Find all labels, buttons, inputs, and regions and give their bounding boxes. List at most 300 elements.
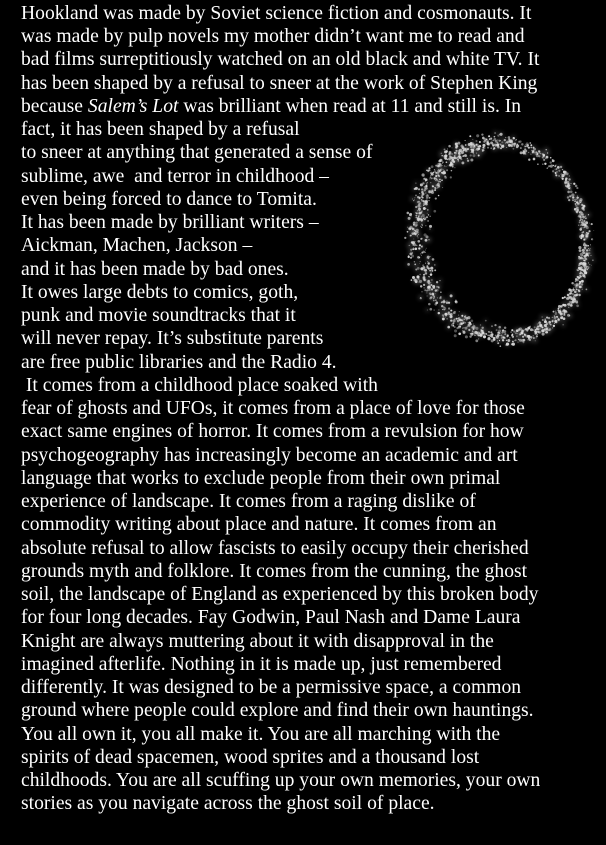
ring-particle bbox=[589, 223, 590, 224]
ring-particle bbox=[412, 199, 413, 200]
ring-particle bbox=[417, 235, 418, 236]
ring-particle bbox=[519, 327, 522, 330]
ring-particle bbox=[475, 140, 477, 142]
ring-particle bbox=[586, 289, 588, 291]
ring-particle bbox=[542, 157, 543, 158]
ring-particle bbox=[580, 224, 582, 226]
ring-particle bbox=[442, 309, 443, 310]
ring-particle bbox=[528, 326, 530, 328]
ring-particle bbox=[444, 176, 447, 179]
book-title: Salem’s Lot bbox=[87, 96, 179, 117]
ring-particle bbox=[583, 214, 584, 215]
ring-particle bbox=[593, 230, 594, 231]
ring-particle bbox=[415, 206, 417, 208]
ring-particle bbox=[434, 296, 435, 297]
ring-particle bbox=[532, 329, 534, 331]
ring-particle bbox=[582, 258, 584, 260]
ring-particle bbox=[438, 312, 440, 314]
text-line: fear of ghosts and UFOs, it comes from a place of love for those bbox=[21, 398, 525, 419]
ring-particle bbox=[563, 173, 565, 175]
ring-particle bbox=[465, 144, 467, 146]
ring-particle bbox=[588, 262, 589, 263]
ring-particle bbox=[497, 342, 499, 344]
ring-particle bbox=[424, 187, 426, 189]
ring-particle bbox=[557, 166, 560, 169]
ring-particle bbox=[427, 286, 430, 289]
ring-particle bbox=[462, 155, 464, 157]
ring-particle bbox=[585, 258, 587, 260]
ring-particle bbox=[578, 214, 581, 217]
ring-particle bbox=[435, 300, 436, 301]
ring-particle bbox=[419, 263, 420, 264]
ring-particle bbox=[416, 229, 419, 232]
ring-particle bbox=[513, 145, 515, 147]
text-line: It comes from a childhood place soaked with bbox=[21, 375, 378, 396]
ring-particle bbox=[501, 337, 504, 340]
ring-particle bbox=[442, 314, 444, 316]
ring-particle bbox=[415, 194, 417, 196]
ring-particle bbox=[445, 154, 448, 157]
ring-particle bbox=[438, 160, 441, 163]
ring-particle bbox=[417, 205, 420, 208]
ring-particle bbox=[558, 170, 560, 172]
ring-particle bbox=[583, 260, 585, 262]
ring-particle bbox=[432, 258, 435, 261]
ring-particle bbox=[591, 265, 592, 266]
ring-particle bbox=[591, 238, 593, 240]
ring-particle bbox=[434, 189, 436, 191]
ring-particle bbox=[424, 287, 425, 288]
ring-particle bbox=[572, 199, 574, 201]
text-line: and it has been made by bad ones. bbox=[21, 259, 289, 280]
ring-particle bbox=[437, 297, 438, 298]
ring-particle bbox=[497, 142, 499, 144]
ring-particle bbox=[421, 224, 423, 226]
speckled-ring-icon bbox=[380, 110, 600, 370]
ring-particle bbox=[560, 309, 561, 310]
ring-particle bbox=[430, 294, 431, 295]
ring-particle bbox=[411, 251, 412, 252]
ring-particle bbox=[585, 249, 586, 250]
text-line: It has been made by brilliant writers – bbox=[21, 212, 319, 233]
ring-particle bbox=[415, 279, 417, 281]
ring-particle bbox=[457, 152, 458, 153]
ring-particle bbox=[533, 335, 534, 336]
ring-particle bbox=[438, 195, 440, 197]
ring-particle bbox=[423, 207, 426, 210]
text-line: sublime, awe and terror in childhood – bbox=[21, 166, 329, 187]
ring-particle bbox=[428, 167, 430, 169]
ring-particle bbox=[495, 336, 497, 338]
ring-particle bbox=[458, 153, 461, 156]
ring-particle bbox=[426, 248, 427, 249]
ring-particle bbox=[553, 311, 555, 313]
ring-particle bbox=[468, 324, 471, 327]
ring-particle bbox=[439, 170, 441, 172]
text-line: ground where people could explore and find their own hauntings. bbox=[21, 700, 534, 721]
ring-particle bbox=[417, 267, 420, 270]
ring-particle bbox=[480, 324, 481, 325]
ring-particle bbox=[555, 173, 557, 175]
ring-particle bbox=[521, 332, 523, 334]
ring-particle bbox=[579, 249, 582, 252]
ring-particle bbox=[448, 145, 451, 148]
ring-particle bbox=[458, 160, 459, 161]
ring-particle bbox=[520, 147, 522, 149]
ring-particle bbox=[543, 155, 545, 157]
text-run: because bbox=[21, 96, 88, 117]
ring-particle bbox=[583, 255, 584, 256]
ring-particle bbox=[467, 322, 468, 323]
ring-particle bbox=[573, 295, 574, 296]
ring-particle bbox=[460, 159, 461, 160]
ring-particle bbox=[505, 137, 506, 138]
ring-particle bbox=[425, 185, 427, 187]
text-line: spirits of dead spacemen, wood sprites and a thousand lost bbox=[21, 747, 480, 768]
ring-particle bbox=[547, 330, 548, 331]
ring-particle bbox=[579, 272, 581, 274]
ring-particle bbox=[428, 239, 429, 240]
ring-particle bbox=[439, 280, 440, 281]
ring-particle bbox=[497, 144, 499, 146]
ring-particle bbox=[552, 317, 553, 318]
ring-particle bbox=[489, 332, 490, 333]
ring-particle bbox=[541, 326, 543, 328]
ring-particle bbox=[450, 164, 452, 166]
ring-particle bbox=[451, 157, 453, 159]
ring-particle bbox=[452, 163, 454, 165]
ring-particle bbox=[431, 270, 433, 272]
ring-particle bbox=[451, 147, 452, 148]
ring-particle bbox=[565, 185, 567, 187]
ring-particle bbox=[563, 171, 564, 172]
ring-particle bbox=[499, 134, 500, 135]
ring-particle bbox=[443, 307, 446, 310]
ring-particle bbox=[462, 149, 464, 151]
ring-particle bbox=[419, 189, 420, 190]
ring-particle bbox=[441, 155, 442, 156]
ring-particle bbox=[564, 296, 566, 298]
ring-particle bbox=[567, 196, 569, 198]
ring-particle bbox=[416, 275, 419, 278]
ring-particle bbox=[450, 294, 453, 297]
ring-particle bbox=[418, 220, 420, 222]
ring-particle bbox=[451, 153, 452, 154]
ring-particle bbox=[586, 249, 588, 251]
ring-particle bbox=[535, 340, 536, 341]
ring-particle bbox=[431, 165, 434, 168]
ring-particle bbox=[560, 305, 563, 308]
ring-particle bbox=[493, 148, 495, 150]
ring-particle bbox=[580, 202, 581, 203]
ring-particle bbox=[542, 317, 543, 318]
ring-particle bbox=[433, 300, 435, 302]
ring-particle bbox=[566, 297, 569, 300]
text-line: commodity writing about place and nature. It comes from an bbox=[21, 514, 497, 535]
ring-particle bbox=[479, 334, 482, 337]
ring-particle bbox=[409, 214, 412, 217]
ring-particle bbox=[419, 244, 421, 246]
ring-particle bbox=[500, 144, 502, 146]
ring-particle bbox=[585, 253, 588, 256]
ring-particle bbox=[542, 319, 544, 321]
ring-particle bbox=[472, 154, 475, 157]
ring-particle bbox=[582, 216, 585, 219]
ring-particle bbox=[482, 144, 485, 147]
ring-particle bbox=[566, 177, 568, 179]
ring-particle bbox=[562, 304, 564, 306]
ring-particle bbox=[501, 141, 503, 143]
ring-particle bbox=[535, 154, 536, 155]
ring-particle bbox=[511, 334, 513, 336]
ring-particle bbox=[504, 139, 506, 141]
ring-particle bbox=[414, 224, 417, 227]
ring-particle bbox=[513, 330, 515, 332]
ring-particle bbox=[539, 321, 540, 322]
ring-particle bbox=[446, 315, 448, 317]
ring-particle bbox=[467, 158, 468, 159]
ring-particle bbox=[472, 139, 473, 140]
ring-particle bbox=[494, 138, 497, 141]
ring-particle bbox=[430, 272, 431, 273]
ring-particle bbox=[413, 247, 414, 248]
ring-particle bbox=[530, 146, 532, 148]
ring-particle bbox=[523, 341, 525, 343]
ring-particle bbox=[448, 311, 450, 313]
ring-particle bbox=[430, 284, 432, 286]
ring-particle bbox=[512, 341, 514, 343]
ring-particle bbox=[454, 152, 456, 154]
ring-particle bbox=[488, 337, 490, 339]
ring-particle bbox=[573, 288, 574, 289]
ring-particle bbox=[588, 245, 589, 246]
ring-particle bbox=[585, 233, 587, 235]
ring-particle bbox=[491, 138, 493, 140]
ring-particle bbox=[517, 342, 518, 343]
ring-particle bbox=[442, 165, 443, 166]
ring-particle bbox=[482, 137, 485, 140]
ring-particle bbox=[469, 335, 471, 337]
ring-particle bbox=[584, 262, 585, 263]
ring-particle bbox=[420, 253, 421, 254]
ring-particle bbox=[590, 248, 591, 249]
ring-particle bbox=[420, 297, 421, 298]
ring-particle bbox=[578, 197, 579, 198]
text-line: differently. It was designed to be a permissive space, a common bbox=[21, 677, 522, 698]
ring-particle bbox=[582, 206, 584, 208]
ring-particle bbox=[427, 310, 428, 311]
text-line: punk and movie soundtracks that it bbox=[21, 305, 296, 326]
ring-particle bbox=[408, 228, 410, 230]
ring-particle bbox=[580, 271, 581, 272]
ring-particle bbox=[496, 329, 498, 331]
text-line: Hookland was made by Soviet science fiction and cosmonauts. It bbox=[21, 3, 532, 24]
ring-particle bbox=[530, 336, 533, 339]
ring-particle bbox=[427, 262, 429, 264]
ring-particle bbox=[434, 187, 436, 189]
ring-particle bbox=[530, 153, 532, 155]
ring-particle bbox=[525, 146, 526, 147]
ring-particle bbox=[407, 263, 410, 266]
ring-particle bbox=[547, 152, 548, 153]
ring-particle bbox=[417, 240, 420, 243]
ring-particle bbox=[583, 220, 585, 222]
text-line: to sneer at anything that generated a sense of bbox=[21, 142, 373, 163]
ring-particle bbox=[584, 276, 586, 278]
ring-particle bbox=[429, 270, 431, 272]
ring-particle bbox=[432, 177, 433, 178]
ring-particle bbox=[419, 193, 420, 194]
ring-particle bbox=[577, 200, 578, 201]
ring-particle bbox=[441, 153, 442, 154]
ring-particle bbox=[453, 325, 455, 327]
ring-particle bbox=[421, 200, 423, 202]
ring-particle bbox=[470, 154, 472, 156]
ring-particle bbox=[497, 340, 498, 341]
ring-particle bbox=[576, 304, 579, 307]
ring-particle bbox=[498, 143, 499, 144]
ring-particle bbox=[473, 152, 475, 154]
ring-particle bbox=[555, 169, 556, 170]
ring-particle bbox=[427, 213, 428, 214]
ring-particle bbox=[465, 317, 468, 320]
ring-particle bbox=[481, 133, 483, 135]
ring-particle bbox=[523, 339, 526, 342]
ring-particle bbox=[428, 267, 430, 269]
ring-particle bbox=[542, 329, 545, 332]
ring-particle bbox=[564, 182, 566, 184]
ring-particle bbox=[552, 164, 553, 165]
ring-particle bbox=[423, 279, 425, 281]
ring-particle bbox=[416, 222, 418, 224]
ring-particle bbox=[437, 187, 439, 189]
ring-particle bbox=[582, 219, 583, 220]
ring-particle bbox=[529, 142, 531, 144]
ring-particle bbox=[419, 197, 421, 199]
ring-particle bbox=[431, 178, 432, 179]
ring-particle bbox=[588, 214, 589, 215]
ring-particle bbox=[515, 332, 516, 333]
ring-particle bbox=[565, 311, 566, 312]
ring-particle bbox=[567, 184, 570, 187]
ring-particle bbox=[537, 334, 538, 335]
ring-particle bbox=[556, 316, 558, 318]
ring-particle bbox=[413, 222, 415, 224]
ring-particle bbox=[420, 261, 421, 262]
ring-particle bbox=[414, 230, 416, 232]
ring-particle bbox=[420, 285, 422, 287]
ring-particle bbox=[504, 327, 507, 330]
ring-particle bbox=[537, 325, 539, 327]
ring-particle bbox=[426, 235, 429, 238]
ring-particle bbox=[574, 200, 576, 202]
ring-particle bbox=[578, 294, 580, 296]
ring-particle bbox=[507, 339, 510, 342]
ring-particle bbox=[554, 323, 555, 324]
ring-particle bbox=[441, 179, 443, 181]
ring-particle bbox=[458, 319, 460, 321]
ring-particle bbox=[425, 178, 428, 181]
ring-particle bbox=[485, 143, 486, 144]
text-line: childhoods. You are all scuffing up your own memories, your own bbox=[21, 770, 541, 791]
ring-particle bbox=[571, 289, 573, 291]
ring-particle bbox=[444, 165, 445, 166]
ring-particle bbox=[518, 145, 519, 146]
ring-particle bbox=[421, 217, 422, 218]
ring-particle bbox=[570, 292, 572, 294]
ring-particle bbox=[433, 210, 436, 213]
ring-particle bbox=[425, 249, 426, 250]
ring-particle bbox=[446, 318, 447, 319]
ring-particle bbox=[528, 152, 529, 153]
ring-particle bbox=[585, 216, 586, 217]
ring-particle bbox=[516, 139, 517, 140]
ring-particle bbox=[434, 170, 436, 172]
ring-particle bbox=[423, 202, 426, 205]
ring-particle bbox=[505, 344, 507, 346]
ring-particle bbox=[427, 288, 428, 289]
ring-particle bbox=[575, 204, 577, 206]
ring-particle bbox=[508, 136, 511, 139]
ring-particle bbox=[479, 145, 481, 147]
ring-particle bbox=[552, 170, 554, 172]
ring-particle bbox=[576, 199, 577, 200]
ring-particle bbox=[506, 147, 507, 148]
ring-particle bbox=[434, 264, 436, 266]
ring-particle bbox=[583, 243, 586, 246]
ring-particle bbox=[417, 210, 418, 211]
ring-particle bbox=[412, 276, 415, 279]
ring-particle bbox=[563, 315, 564, 316]
ring-particle bbox=[568, 187, 570, 189]
ring-particle bbox=[548, 321, 551, 324]
ring-particle bbox=[528, 159, 530, 161]
ring-particle bbox=[590, 244, 591, 245]
ring-particle bbox=[434, 269, 436, 271]
ring-particle bbox=[483, 333, 485, 335]
ring-particle bbox=[494, 136, 496, 138]
ring-particle bbox=[438, 182, 439, 183]
ring-particle bbox=[505, 142, 506, 143]
text-line: for four long decades. Fay Godwin, Paul Nash and Dame Laura bbox=[21, 607, 521, 628]
ring-particle bbox=[448, 302, 450, 304]
ring-particle bbox=[430, 175, 431, 176]
ring-particle bbox=[570, 183, 571, 184]
ring-particle bbox=[423, 176, 424, 177]
ring-particle bbox=[491, 339, 494, 342]
ring-particle bbox=[538, 331, 541, 334]
ring-particle bbox=[452, 162, 453, 163]
text-line: You all own it, you all make it. You are all marching with the bbox=[21, 724, 501, 745]
ring-particle bbox=[423, 274, 425, 276]
ring-particle bbox=[536, 327, 539, 330]
ring-particle bbox=[537, 164, 538, 165]
ring-particle bbox=[510, 331, 512, 333]
ring-particle bbox=[447, 326, 450, 329]
ring-particle bbox=[512, 148, 514, 150]
ring-particle bbox=[553, 325, 555, 327]
ring-particle bbox=[577, 210, 579, 212]
ring-particle bbox=[434, 310, 435, 311]
ring-particle bbox=[574, 290, 577, 293]
ring-particle bbox=[426, 183, 427, 184]
ring-particle bbox=[571, 193, 574, 196]
ring-particle bbox=[418, 234, 419, 235]
ring-particle bbox=[575, 203, 576, 204]
ring-particle bbox=[511, 329, 513, 331]
ring-particle bbox=[575, 280, 576, 281]
ring-particle bbox=[427, 170, 429, 172]
